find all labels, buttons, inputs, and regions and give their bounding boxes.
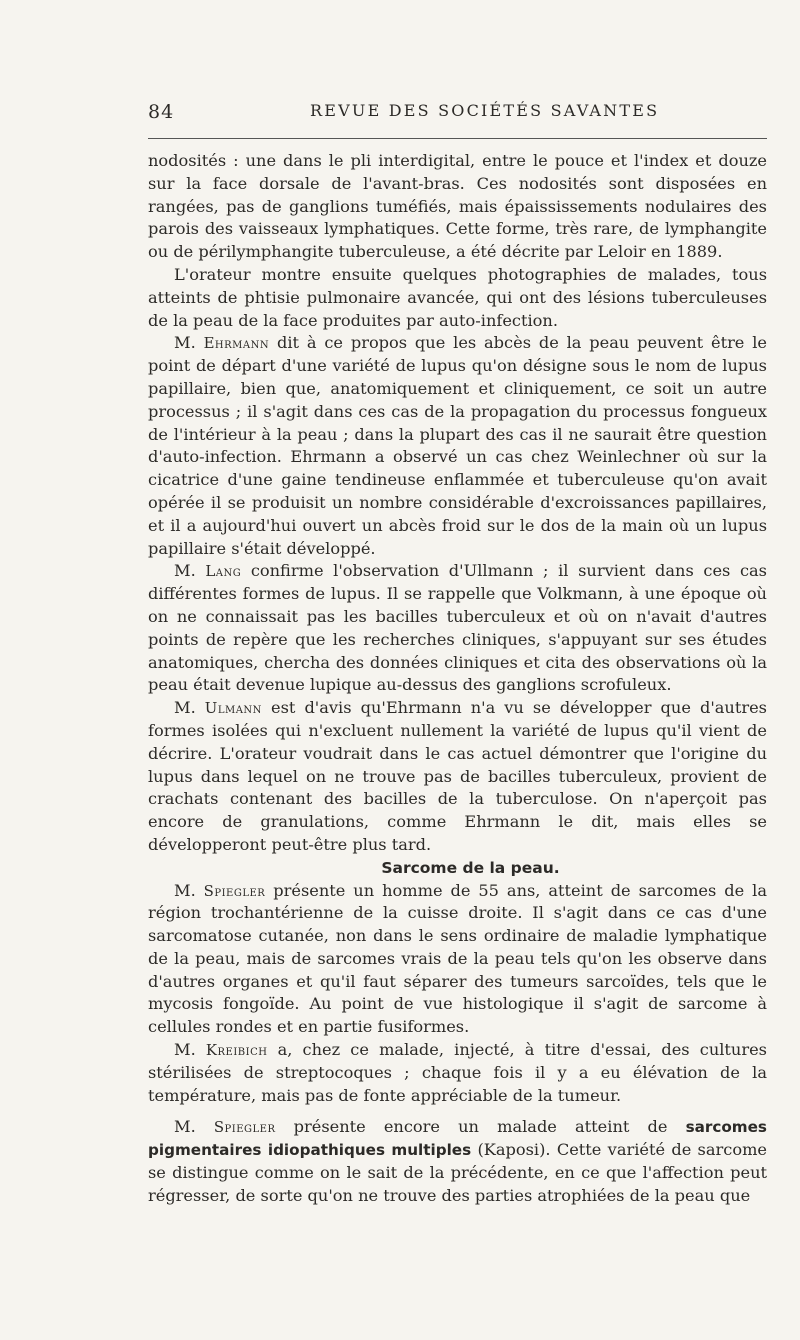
header-rule [148,138,767,139]
paragraph-text: dit à ce propos que les abcès de la peau peuvent être le point de départ d'une variété de lupus qu'on désigne sous le nom de lupus papillaire, bien que, anatomiquement et cliniquement, ce soit un autre processus ; il s'agit dans ces cas de la propagation du processus fongueux de l'intérieur à la peau ; dans la plupart des cas il ne saurait être question d'auto-infection. Ehrmann a observé un cas chez Weinlechner où sur la cicatrice d'une gaine tendineuse enflammée et tuberculeuse qu'on avait opérée il se produisit un nombre considérable d'excroissances papillaires, et il a aujourd'hui ouvert un abcès froid sur le dos de la main où un lupus papillaire s'était développé. [148,333,767,558]
bold-term: sarcomes pigmentaires idiopathiques multiples [148,1118,767,1160]
speaker-name: Ehrmann [203,334,270,353]
paragraph [148,1116,767,1207]
speaker-title: M. [174,880,204,900]
speaker-title: M. [174,698,205,718]
section-heading: Sarcome de la peau. [381,858,560,877]
speaker-name: Lang [205,562,242,581]
paragraph [148,560,767,697]
speaker-name: Ulmann [204,699,262,718]
speaker-title: M. [174,1040,206,1060]
paragraph-text: confirme l'observation d'Ullmann ; il survient dans ces cas différentes formes de lupus. Il se rappelle que Volkmann, à une époque où on ne connaissait pas les bacilles tuberculeux et où on n'avait d'autres points de repère que les recherches cliniques, s'appuyant sur ses études anatomiques, chercha des données cliniques et cita des observations où la peau était devenue lupique au-dessus des ganglions scrofuleux. [148,561,767,695]
journal-title: REVUE DES SOCIÉTÉS SAVANTES [310,101,660,120]
speaker-title: M. [174,1117,214,1137]
paragraph [148,332,767,560]
paragraph [148,1039,767,1107]
paragraph-text: est d'avis qu'Ehrmann n'a vu se développer que d'autres formes isolées qui n'excluent nullement la variété de lupus qu'il vient de décrire. L'orateur voudrait dans le cas actuel démontrer que l'origine du lupus dans lequel on ne trouve pas de bacilles tuberculeux, provient de crachats contenant des bacilles de la tuberculose. On n'aperçoit pas encore de granulations, comme Ehrmann le dit, mais elles se développeront peut-être plus tard. [148,698,767,854]
paragraph-gap [148,1107,767,1116]
speaker-name: Kreibich [205,1041,268,1060]
article-body [148,150,767,1208]
paragraph: nodosités : une dans le pli interdigital, entre le pouce et l'index et douze sur la face dorsale de l'avant-bras. Ces nodosités sont disposées en rangées, pas de ganglions tuméfiés, mais épaississements nodulaires des parois des vaisseaux lymphatiques. Cette forme, très rare, de lymphangite ou de périlymphangite tuberculeuse, a été décrite par Leloir en 1889. [148,151,767,262]
speaker-title: M. [174,561,206,581]
paragraph: L'orateur montre ensuite quelques photographies de malades, tous atteints de phtisie pulmonaire avancée, qui ont des lésions tuberculeuses de la peau de la face produites par auto-infection. [148,264,767,330]
paragraph-text: présente un homme de 55 ans, atteint de sarcomes de la région trochantérienne de la cuisse droite. Il s'agit dans ce cas d'une sarcomatose cutanée, non dans le sens ordinaire de maladie lymphatique de la peau, mais de sarcomes vrais de la peau tels qu'on les observe dans d'autres organes et qu'il faut séparer des tumeurs sarcoïdes, tels que le mycosis fongoïde. Au point de vue histologique il s'agit de sarcome à cellules rondes et en partie fusiformes. [148,880,767,1037]
speaker-title: M. [174,333,204,353]
paragraph [148,697,767,857]
paragraph [148,880,767,1040]
paragraph-text: a, chez ce malade, injecté, à titre d'essai, des cultures stérilisées de streptocoques ; chaque fois il y a eu élévation de la température, mais pas de fonte appréciable de la tumeur. [148,1040,767,1105]
paragraph-text: (Kaposi). Cette variété de sarcome se distingue comme on le sait de la précédente, en ce que l'affection peut régresser, de sorte qu'on ne trouve des parties atrophiées de la peau que [148,1140,767,1205]
running-head [148,101,768,127]
speaker-name: Spiegler [203,881,266,900]
page-number: 84 [148,101,175,123]
paragraph-text: présente encore un malade atteint de [275,1117,686,1137]
speaker-name: Spiegler [213,1118,276,1137]
